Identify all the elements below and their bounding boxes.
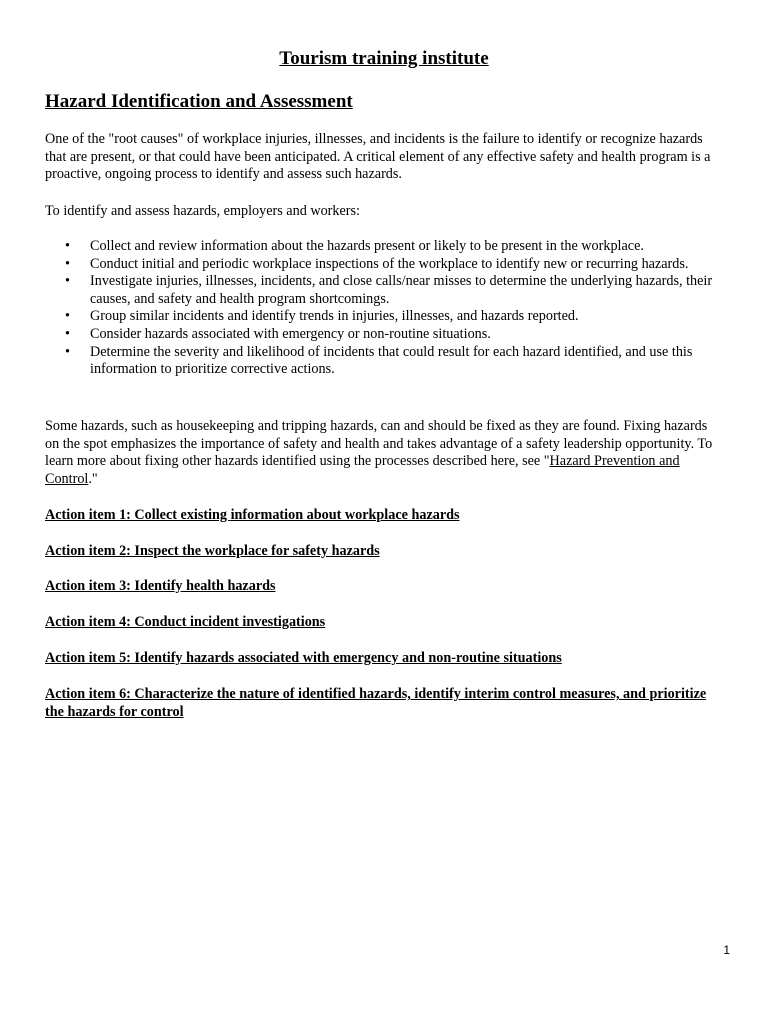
hazard-steps-list	[45, 238, 725, 379]
intro-paragraph: One of the "root causes" of workplace injuries, illnesses, and incidents is the failure to identify or recognize hazards that are present, or that could have been anticipated. A critical element of any effective safety and health program is a proactive, ongoing process to identify and assess such hazards.	[45, 131, 711, 183]
document-title: Tourism training institute	[279, 48, 489, 69]
list-item: • Group similar incidents and identify trends in injuries, illnesses, and hazards reported.	[45, 308, 725, 326]
list-item: • Conduct initial and periodic workplace inspections of the workplace to identify new or recurring hazards.	[45, 256, 725, 274]
action-item-2-link[interactable]: Action item 2: Inspect the workplace for safety hazards	[45, 543, 380, 559]
page-number: 1	[723, 943, 730, 957]
list-item: • Collect and review information about the hazards present or likely to be present in the workplace.	[45, 238, 725, 256]
lead-in-paragraph: To identify and assess hazards, employers and workers:	[45, 203, 360, 219]
hazard-prevention-link[interactable]: Hazard Prevention and Control	[45, 453, 680, 487]
action-item-1-link[interactable]: Action item 1: Collect existing information about workplace hazards	[45, 507, 460, 523]
list-item: • Investigate injuries, illnesses, incidents, and close calls/near misses to determine the underlying hazards, their causes, and safety and health program shortcomings.	[45, 273, 725, 308]
action-item-3-link[interactable]: Action item 3: Identify health hazards	[45, 578, 276, 594]
closing-text-start: Some hazards, such as housekeeping and tripping hazards, can and should be fixed as they are found. Fixing hazards on the spot emphasizes the importance of safety and health and takes advantage of a safety leadership opportunity. To learn more about fixing other hazards identified using the processes described here, see "	[45, 418, 713, 470]
action-item-4-link[interactable]: Action item 4: Conduct incident investigations	[45, 614, 326, 630]
closing-text-end: ."	[88, 470, 98, 487]
list-item: • Determine the severity and likelihood of incidents that could result for each hazard identified, and use this information to prioritize corrective actions.	[45, 344, 725, 379]
closing-paragraph	[45, 418, 725, 488]
list-item: • Consider hazards associated with emergency or non-routine situations.	[45, 326, 725, 344]
action-item-6-link[interactable]: Action item 6: Characterize the nature of identified hazards, identify interim control measures, and prioritize the hazards for control	[45, 686, 707, 720]
section-heading: Hazard Identification and Assessment	[45, 91, 353, 112]
action-item-5-link[interactable]: Action item 5: Identify hazards associated with emergency and non-routine situations	[45, 650, 562, 666]
